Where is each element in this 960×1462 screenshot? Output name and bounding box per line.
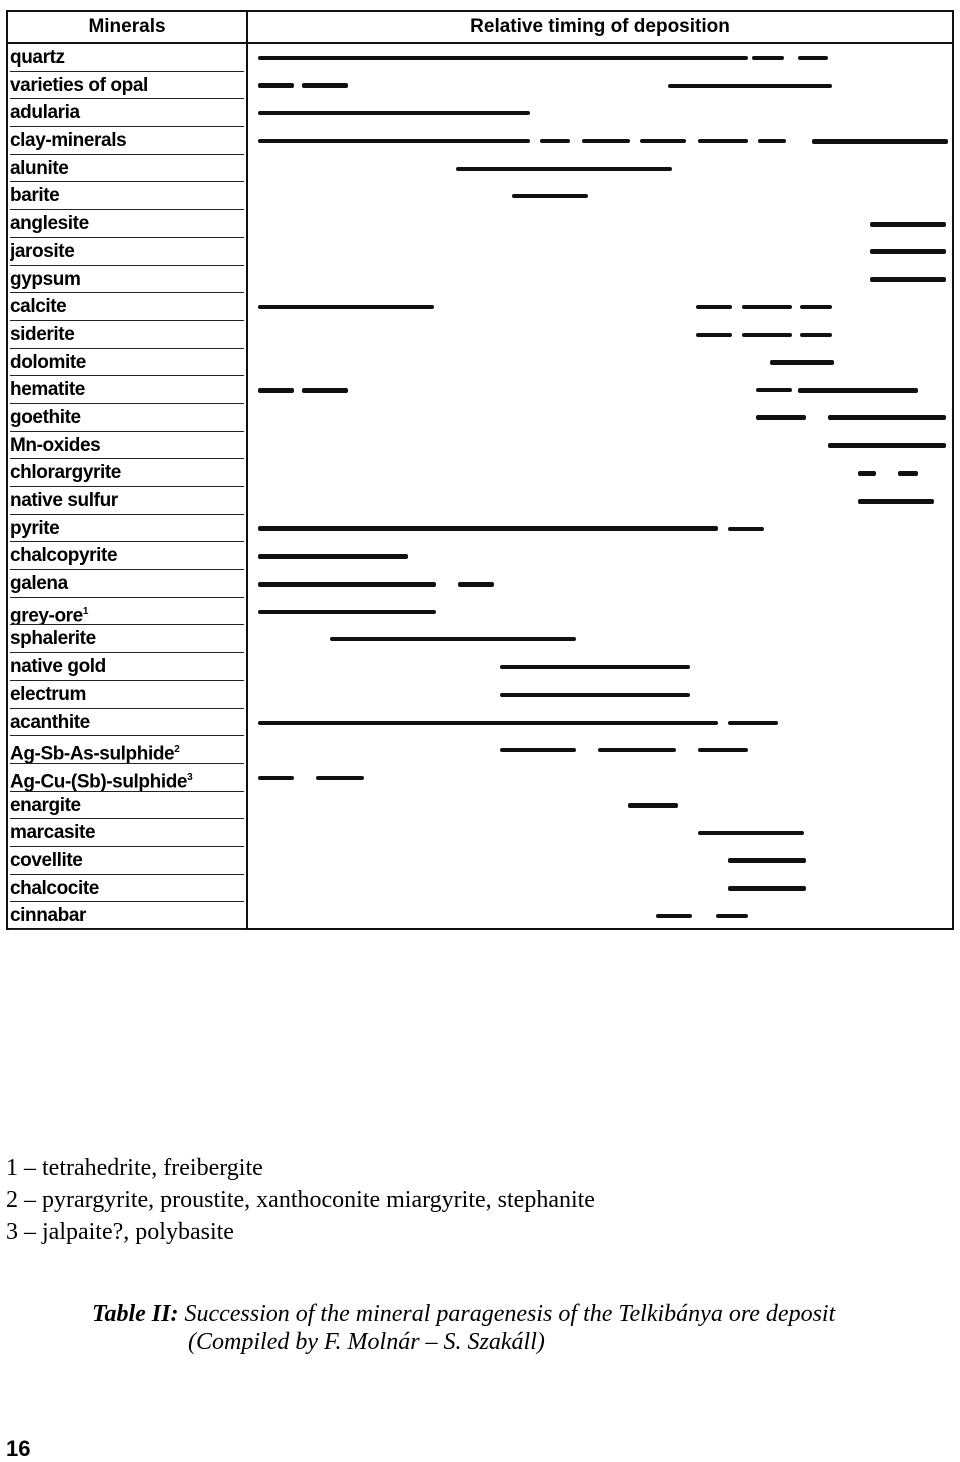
mineral-name bbox=[10, 819, 244, 847]
mineral-row bbox=[0, 99, 960, 127]
deposition-bar bbox=[798, 388, 918, 393]
mineral-name-text: electrum bbox=[10, 683, 87, 705]
deposition-bar bbox=[656, 914, 692, 918]
mineral-row bbox=[0, 182, 960, 210]
deposition-bar bbox=[828, 415, 946, 420]
deposition-bar bbox=[302, 388, 348, 393]
footnote-marker: 2 bbox=[174, 744, 180, 756]
mineral-name bbox=[10, 487, 244, 515]
deposition-bar bbox=[258, 526, 718, 531]
deposition-bar bbox=[258, 111, 530, 115]
deposition-bar bbox=[258, 721, 718, 725]
mineral-name-text: enargite bbox=[10, 794, 81, 816]
mineral-name bbox=[10, 653, 244, 681]
mineral-name-text: chalcocite bbox=[10, 877, 99, 899]
mineral-name bbox=[10, 736, 244, 764]
mineral-row bbox=[0, 432, 960, 460]
mineral-row bbox=[0, 736, 960, 764]
mineral-name-text: sphalerite bbox=[10, 628, 96, 650]
deposition-bar bbox=[812, 139, 948, 144]
mineral-row bbox=[0, 598, 960, 626]
mineral-name-text: hematite bbox=[10, 379, 85, 401]
mineral-name-text: acanthite bbox=[10, 711, 90, 733]
deposition-bar bbox=[696, 333, 732, 337]
deposition-bar bbox=[798, 56, 828, 60]
mineral-row bbox=[0, 819, 960, 847]
deposition-bar bbox=[696, 305, 732, 309]
deposition-bar bbox=[800, 333, 832, 337]
deposition-bar bbox=[756, 388, 792, 392]
mineral-name bbox=[10, 792, 244, 820]
mineral-name-text: grey-ore bbox=[10, 605, 83, 626]
mineral-name bbox=[10, 542, 244, 570]
deposition-bar bbox=[330, 637, 576, 641]
mineral-name-text: Ag-Cu-(Sb)-sulphide bbox=[10, 771, 188, 792]
deposition-bar bbox=[458, 582, 494, 587]
mineral-name bbox=[10, 127, 244, 155]
mineral-row bbox=[0, 72, 960, 100]
mineral-row bbox=[0, 266, 960, 294]
mineral-name-text: alunite bbox=[10, 157, 69, 179]
mineral-name-text: quartz bbox=[10, 47, 65, 68]
mineral-name bbox=[10, 625, 244, 653]
mineral-name-text: clay-minerals bbox=[10, 130, 127, 152]
deposition-bar bbox=[728, 858, 806, 863]
mineral-row bbox=[0, 404, 960, 432]
page-number: 16 bbox=[6, 1436, 31, 1461]
mineral-name-text: jarosite bbox=[10, 240, 75, 262]
deposition-bar bbox=[870, 249, 946, 254]
deposition-bar bbox=[668, 84, 832, 88]
deposition-bar bbox=[858, 499, 934, 504]
deposition-bar bbox=[640, 139, 686, 143]
deposition-bar bbox=[742, 333, 792, 337]
deposition-bar bbox=[258, 83, 294, 88]
mineral-name bbox=[10, 321, 244, 349]
footnote-3: 3 – jalpaite?, polybasite bbox=[6, 1219, 234, 1245]
deposition-bar bbox=[500, 665, 690, 669]
deposition-bar bbox=[540, 139, 570, 143]
deposition-bar bbox=[698, 748, 748, 752]
mineral-name bbox=[10, 598, 244, 626]
mineral-name bbox=[10, 681, 244, 709]
mineral-name bbox=[10, 266, 244, 294]
mineral-row bbox=[0, 44, 960, 72]
mineral-name-text: native gold bbox=[10, 656, 106, 678]
mineral-name bbox=[10, 238, 244, 266]
deposition-bar bbox=[698, 139, 748, 143]
deposition-bar bbox=[828, 443, 946, 448]
mineral-name bbox=[10, 376, 244, 404]
deposition-bar bbox=[258, 610, 436, 614]
deposition-bar bbox=[258, 388, 294, 393]
deposition-bar bbox=[870, 277, 946, 282]
caption-credit: (Compiled by F. Molnár – S. Szakáll) bbox=[188, 1329, 545, 1355]
mineral-row bbox=[0, 376, 960, 404]
deposition-bar bbox=[728, 721, 778, 725]
mineral-name bbox=[10, 902, 244, 930]
mineral-name bbox=[10, 459, 244, 487]
deposition-bar bbox=[742, 305, 792, 309]
footnote-1: 1 – tetrahedrite, freibergite bbox=[6, 1155, 263, 1181]
mineral-name-text: dolomite bbox=[10, 351, 86, 373]
mineral-row bbox=[0, 792, 960, 820]
table-caption bbox=[92, 1300, 835, 1356]
footnote-2: 2 – pyrargyrite, proustite, xanthoconite miargyrite, stephanite bbox=[6, 1187, 595, 1213]
deposition-bar bbox=[728, 886, 806, 891]
mineral-rows bbox=[0, 44, 960, 930]
mineral-name-text: cinnabar bbox=[10, 905, 86, 927]
mineral-row bbox=[0, 459, 960, 487]
deposition-bar bbox=[258, 582, 436, 587]
mineral-row bbox=[0, 875, 960, 903]
mineral-row bbox=[0, 515, 960, 543]
deposition-bar bbox=[628, 803, 678, 808]
mineral-row bbox=[0, 487, 960, 515]
mineral-row bbox=[0, 709, 960, 737]
mineral-name-text: chalcopyrite bbox=[10, 545, 118, 567]
mineral-name bbox=[10, 210, 244, 238]
mineral-row bbox=[0, 155, 960, 183]
deposition-bar bbox=[500, 693, 690, 697]
mineral-row bbox=[0, 349, 960, 377]
mineral-row bbox=[0, 653, 960, 681]
deposition-bar bbox=[598, 748, 676, 752]
caption-text: Succession of the mineral paragenesis of the Telkibánya ore deposit bbox=[184, 1301, 836, 1327]
deposition-bar bbox=[898, 471, 918, 476]
deposition-bar bbox=[258, 554, 408, 559]
mineral-row bbox=[0, 625, 960, 653]
mineral-row bbox=[0, 127, 960, 155]
deposition-bar bbox=[756, 415, 806, 420]
deposition-bar bbox=[752, 56, 784, 60]
mineral-name bbox=[10, 847, 244, 875]
deposition-bar bbox=[800, 305, 832, 309]
deposition-bar bbox=[758, 139, 786, 143]
mineral-name-text: covellite bbox=[10, 849, 83, 871]
deposition-bar bbox=[258, 305, 434, 309]
mineral-name-text: varieties of opal bbox=[10, 74, 148, 96]
mineral-name bbox=[10, 99, 244, 127]
mineral-row bbox=[0, 542, 960, 570]
deposition-bar bbox=[500, 748, 576, 752]
deposition-bar bbox=[302, 83, 348, 88]
mineral-name bbox=[10, 155, 244, 183]
mineral-name bbox=[10, 570, 244, 598]
minerals-column-header: Minerals bbox=[88, 16, 166, 37]
mineral-name bbox=[10, 764, 244, 792]
deposition-bar bbox=[728, 527, 764, 531]
deposition-bar bbox=[698, 831, 804, 835]
mineral-row bbox=[0, 210, 960, 238]
deposition-bar bbox=[870, 222, 946, 227]
deposition-bar bbox=[258, 776, 294, 780]
deposition-bar bbox=[770, 360, 834, 365]
deposition-bar bbox=[716, 914, 748, 918]
mineral-name-text: goethite bbox=[10, 406, 81, 428]
footnote-marker: 1 bbox=[82, 605, 88, 617]
mineral-name-text: calcite bbox=[10, 296, 67, 318]
deposition-bar bbox=[258, 139, 530, 143]
mineral-row bbox=[0, 321, 960, 349]
mineral-name bbox=[10, 44, 244, 72]
mineral-row bbox=[0, 570, 960, 598]
mineral-name bbox=[10, 709, 244, 737]
mineral-name-text: siderite bbox=[10, 323, 75, 345]
mineral-row bbox=[0, 238, 960, 266]
deposition-bar bbox=[258, 56, 748, 60]
mineral-name-text: galena bbox=[10, 573, 68, 595]
mineral-row bbox=[0, 847, 960, 875]
mineral-name-text: marcasite bbox=[10, 822, 96, 844]
deposition-bar bbox=[512, 194, 588, 198]
mineral-name-text: Mn-oxides bbox=[10, 434, 101, 456]
mineral-name bbox=[10, 432, 244, 460]
caption-label: Table II: bbox=[92, 1301, 179, 1327]
deposition-bar bbox=[316, 776, 364, 780]
mineral-name-text: gypsum bbox=[10, 268, 81, 290]
mineral-name-text: anglesite bbox=[10, 213, 89, 235]
deposition-bar bbox=[456, 167, 672, 171]
deposition-bar bbox=[582, 139, 630, 143]
mineral-row bbox=[0, 681, 960, 709]
mineral-name-text: Ag-Sb-As-sulphide bbox=[10, 743, 175, 764]
mineral-row bbox=[0, 902, 960, 930]
timing-column-header: Relative timing of deposition bbox=[470, 16, 730, 37]
footnote-legend bbox=[6, 1152, 595, 1248]
mineral-name bbox=[10, 72, 244, 100]
mineral-name bbox=[10, 293, 244, 321]
footnote-marker: 3 bbox=[187, 771, 193, 783]
mineral-name-text: chlorargyrite bbox=[10, 462, 121, 484]
mineral-name-text: native sulfur bbox=[10, 490, 118, 511]
mineral-row bbox=[0, 293, 960, 321]
mineral-name bbox=[10, 875, 244, 903]
mineral-name bbox=[10, 182, 244, 210]
deposition-bar bbox=[858, 471, 876, 476]
mineral-name-text: pyrite bbox=[10, 517, 60, 539]
mineral-row bbox=[0, 764, 960, 792]
mineral-name bbox=[10, 515, 244, 543]
mineral-name bbox=[10, 349, 244, 377]
mineral-name-text: barite bbox=[10, 185, 60, 207]
mineral-name bbox=[10, 404, 244, 432]
mineral-name-text: adularia bbox=[10, 102, 80, 124]
